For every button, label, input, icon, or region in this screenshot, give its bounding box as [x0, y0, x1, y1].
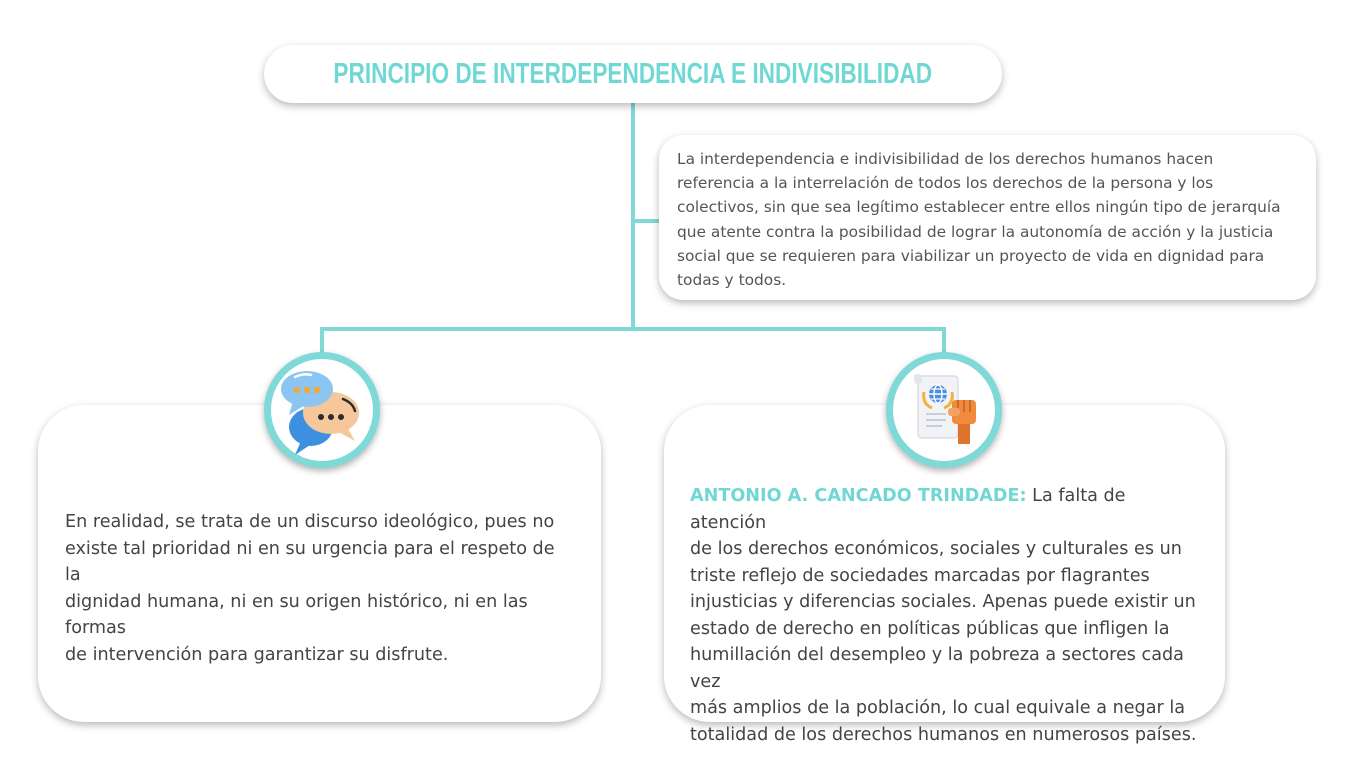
document-fist-svg — [902, 368, 986, 452]
left-line: existe tal prioridad ni en su urgencia para el respeto de la — [65, 538, 555, 585]
right-line: totalidad de los derechos humanos en numerosos países. — [690, 724, 1197, 745]
title-card — [264, 45, 1002, 103]
right-first-line-text: La falta de atención — [690, 486, 1126, 533]
definition-line: todas y todos. — [677, 271, 787, 290]
definition-line: referencia a la interrelación de todos los derechos de la persona y los — [677, 174, 1214, 193]
definition-line: que atente contra la posibilidad de lograr la autonomía de acción y la justicia — [677, 222, 1274, 241]
definition-card — [659, 135, 1316, 300]
connector-left-drop — [320, 327, 324, 353]
connector-branch-definition — [633, 219, 660, 223]
definition-line: La interdependencia e indivisibilidad de los derechos humanos hacen — [677, 150, 1214, 168]
connector-trunk — [631, 103, 635, 331]
left-line: de intervención para garantizar su disfrute. — [65, 644, 449, 665]
definition-line: social que se requieren para viabilizar un proyecto de vida en dignidad para — [677, 246, 1265, 265]
left-line: En realidad, se trata de un discurso ideológico, pues no — [65, 512, 555, 532]
right-line: de los derechos económicos, sociales y culturales es un — [690, 539, 1182, 559]
chat-bubbles-icon — [264, 352, 380, 468]
right-line: estado de derecho en políticas públicas que infligen la — [690, 618, 1170, 639]
right-line-first — [690, 483, 1205, 536]
page-title: PRINCIPIO DE INTERDEPENDENCIA E INDIVISIBILIDAD — [333, 57, 933, 90]
rights-document-fist-icon — [886, 352, 1002, 468]
right-line: humillación del desempleo y la pobreza a sectores cada vez — [690, 645, 1184, 692]
chat-bubbles-svg — [275, 363, 369, 457]
author-name: ANTONIO A. CANCADO TRINDADE: — [690, 486, 1027, 506]
right-line: triste reflejo de sociedades marcadas por flagrantes — [690, 565, 1150, 586]
connector-right-drop — [942, 327, 946, 353]
definition-line: colectivos, sin que sea legítimo establecer entre ellos ningún tipo de jerarquía — [677, 198, 1281, 217]
right-line: más amplios de la población, lo cual equivale a negar la — [690, 698, 1185, 718]
connector-horizontal — [320, 327, 946, 331]
left-line: dignidad humana, ni en su origen histórico, ni en las formas — [65, 591, 528, 638]
right-line: injusticias y diferencias sociales. Apenas puede existir un — [690, 592, 1196, 612]
